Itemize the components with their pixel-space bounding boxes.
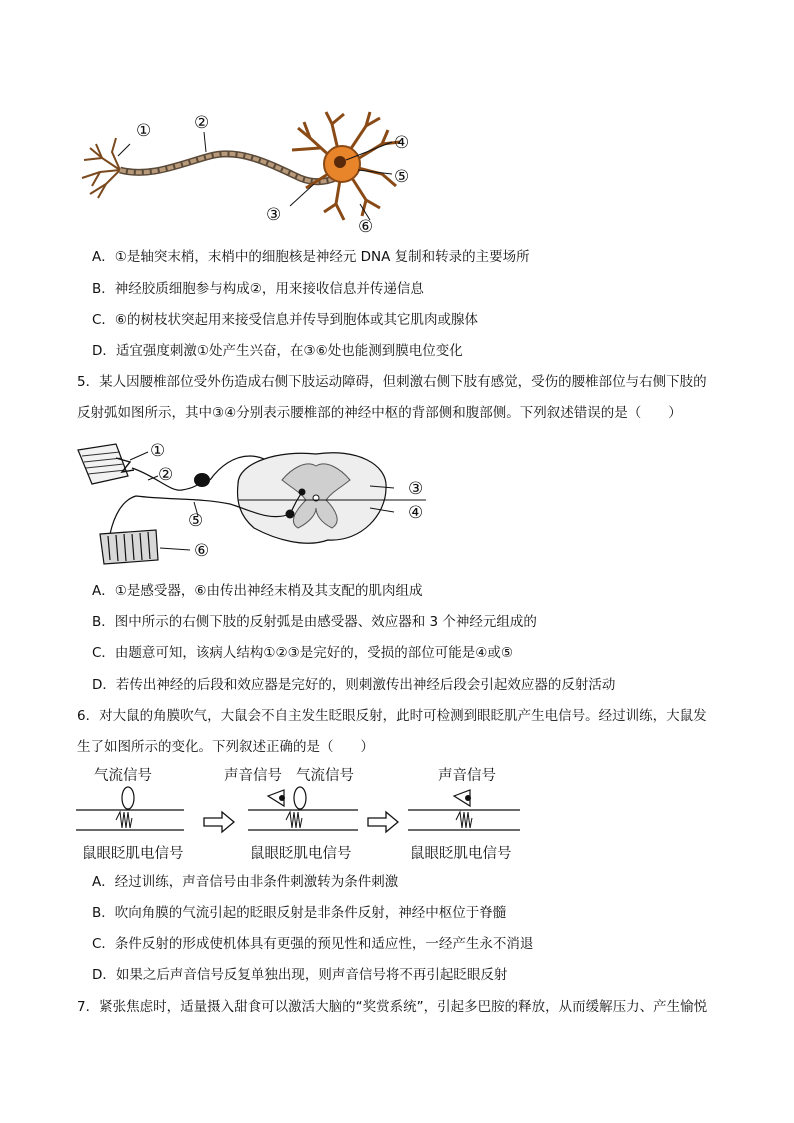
effector-drawing bbox=[100, 530, 158, 564]
marker-3: ③ bbox=[408, 479, 424, 499]
q5-stem-line-2: 反射弧如图所示，其中③④分别表示腰椎部的神经中枢的背部侧和腹部侧。下列叙述错误的是（ ） bbox=[77, 405, 682, 421]
arrow-icon bbox=[368, 812, 398, 832]
spinal-cord-drawing bbox=[238, 453, 387, 543]
axon-drawing bbox=[120, 154, 350, 182]
receptor-drawing bbox=[78, 444, 134, 484]
panel-1-bottom-label: 鼠眼眨肌电信号 bbox=[82, 846, 184, 862]
q5-stem-line-1: 5．某人因腰椎部位受外伤造成右侧下肢运动障碍，但刺激右侧下肢有感觉，受伤的腰椎部位与右侧下肢的 bbox=[77, 374, 707, 390]
reflex-arc-figure bbox=[70, 436, 440, 566]
marker-5: ⑤ bbox=[394, 167, 410, 187]
panel-1 bbox=[76, 767, 184, 862]
q4-option-b: B．神经胶质细胞参与构成②，用来接收信息并传递信息 bbox=[92, 281, 424, 297]
q6-option-d: D．如果之后声音信号反复单独出现，则声音信号将不再引起眨眼反射 bbox=[92, 967, 508, 983]
marker-5: ⑤ bbox=[188, 511, 204, 531]
q4-option-a: A．①是轴突末梢，末梢中的细胞核是神经元 DNA 复制和转录的主要场所 bbox=[92, 249, 530, 265]
panel-1-top-label: 气流信号 bbox=[94, 768, 152, 784]
panel-2 bbox=[224, 767, 358, 862]
q4-option-c: C．⑥的树枝状突起用来接受信息并传导到胞体或其它肌肉或腺体 bbox=[92, 312, 479, 328]
marker-2: ② bbox=[194, 113, 210, 133]
q5-option-a: A．①是感受器，⑥由传出神经末梢及其支配的肌肉组成 bbox=[92, 583, 423, 599]
panel-3-top-label: 声音信号 bbox=[438, 768, 496, 784]
conditioning-figure bbox=[72, 762, 532, 866]
marker-6: ⑥ bbox=[358, 217, 374, 237]
marker-2: ② bbox=[158, 465, 174, 485]
q6-option-a: A．经过训练，声音信号由非条件刺激转为条件刺激 bbox=[92, 874, 399, 890]
axon-terminal-drawing bbox=[82, 138, 120, 198]
marker-6: ⑥ bbox=[194, 541, 210, 561]
marker-3: ③ bbox=[266, 205, 282, 225]
panel-3-bottom-label: 鼠眼眨肌电信号 bbox=[410, 846, 512, 862]
q4-option-d: D．适宜强度刺激①处产生兴奋，在③⑥处也能测到膜电位变化 bbox=[92, 343, 463, 359]
marker-4: ④ bbox=[408, 503, 424, 523]
q5-option-d: D．若传出神经的后段和效应器是完好的，则刺激传出神经后段会引起效应器的反射活动 bbox=[92, 677, 616, 693]
arrow-icon bbox=[204, 812, 234, 832]
q5-option-b: B．图中所示的右侧下肢的反射弧是由感受器、效应器和 3 个神经元组成的 bbox=[92, 614, 537, 630]
q6-stem-line-2: 生了如图所示的变化。下列叙述正确的是（ ） bbox=[77, 739, 374, 755]
marker-1: ① bbox=[136, 121, 152, 141]
panel-2-bottom-label: 鼠眼眨肌电信号 bbox=[250, 846, 352, 862]
q6-option-b: B．吹向角膜的气流引起的眨眼反射是非条件反射，神经中枢位于脊髓 bbox=[92, 905, 507, 921]
panel-3 bbox=[408, 767, 520, 862]
cell-body-drawing bbox=[292, 112, 400, 220]
q5-option-c: C．由题意可知，该病人结构①②③是完好的，受损的部位可能是④或⑤ bbox=[92, 645, 513, 661]
panel-2-top-right-label: 气流信号 bbox=[296, 768, 354, 784]
marker-1: ① bbox=[150, 441, 166, 461]
marker-4: ④ bbox=[394, 133, 410, 153]
q6-stem-line-1: 6．对大鼠的角膜吹气，大鼠会不自主发生眨眼反射，此时可检测到眼眨肌产生电信号。经过训练，大鼠发 bbox=[77, 708, 707, 724]
neuron-figure bbox=[70, 108, 430, 238]
q7-stem-line-1: 7．紧张焦虑时，适量摄入甜食可以激活大脑的“奖赏系统”，引起多巴胺的释放，从而缓解压力、产生愉悦 bbox=[77, 999, 708, 1015]
panel-2-top-left-label: 声音信号 bbox=[224, 768, 282, 784]
q6-option-c: C．条件反射的形成使机体具有更强的预见性和适应性，一经产生永不消退 bbox=[92, 936, 534, 952]
